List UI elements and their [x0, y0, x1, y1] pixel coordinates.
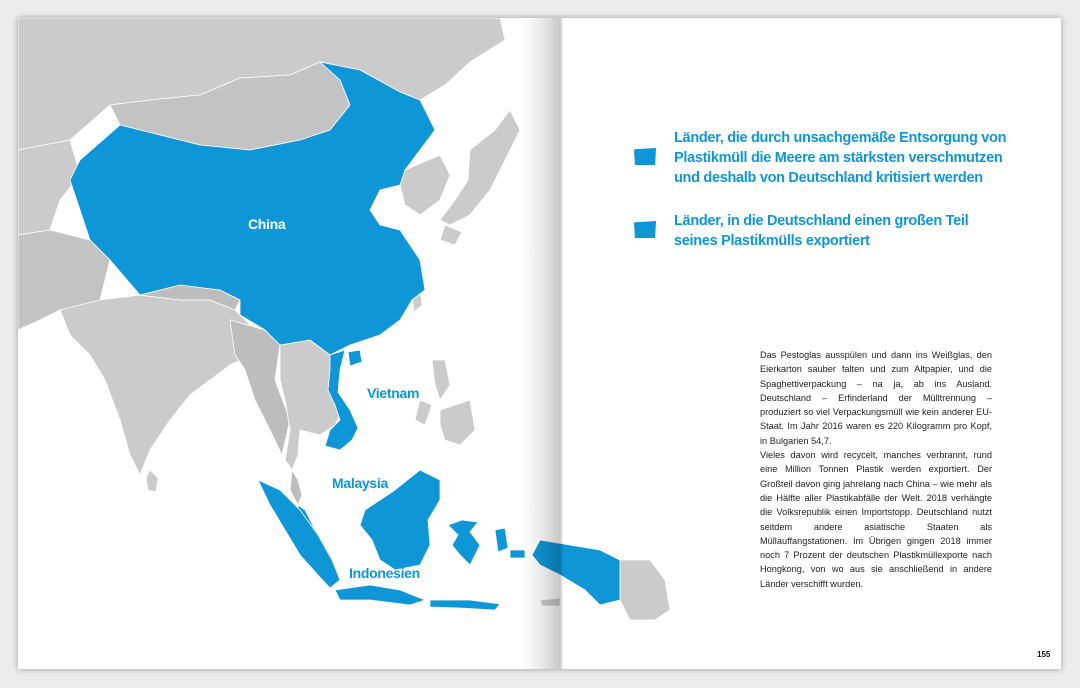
legend-text-polluters: Länder, die durch unsachgemäße Entsorgung von Plastikmüll die Meere am stärksten verschmutzen und deshalb von Deutschland kritisiert werden	[674, 130, 1007, 186]
philippines-south-land	[440, 400, 475, 445]
hainan-land	[348, 350, 362, 366]
map-label-indonesien: Indonesien	[349, 565, 420, 581]
png-land	[620, 560, 670, 620]
sulawesi-land	[448, 520, 480, 565]
page-number: 155	[1037, 650, 1051, 659]
legend-swatch-polluters	[634, 148, 656, 165]
book-spread	[18, 18, 1061, 669]
philippines-land	[432, 360, 450, 400]
central-asia-land	[18, 140, 80, 235]
sunda-land	[430, 600, 500, 610]
map-label-china: China	[248, 216, 286, 232]
legend-item-polluters	[634, 128, 1007, 190]
japan-south-land	[440, 225, 462, 245]
body-paragraph-1: Das Pestoglas ausspülen und dann ins Weißglas, den Eierkarton sauber falten und zum Altpapier, und die Spaghettiverpackung – na ja, ab ins Ausland. Deutschland – Erfinderland der Mülltrennung – produziert so viel Verpackungsmüll wie kein anderer EU-Staat. Im Jahr 2016 waren es 220 Kilogramm pro Kopf, in Bulgarien 54,7.	[760, 350, 992, 446]
java-land	[335, 585, 425, 605]
philippines-mid-land	[415, 400, 432, 425]
map-label-malaysia: Malaysia	[332, 475, 388, 491]
srilanka-land	[146, 470, 158, 492]
moluccas-land	[495, 528, 508, 552]
malay-peninsula-north	[290, 470, 302, 505]
body-text	[760, 348, 992, 591]
legend-swatch-export	[634, 221, 656, 238]
japan-land	[440, 110, 520, 225]
page-gutter-shadow	[523, 18, 563, 669]
legend-item-export	[634, 211, 994, 253]
map-label-vietnam: Vietnam	[367, 385, 420, 401]
body-paragraph-2: Vieles davon wird recycelt, manches verbrannt, rund eine Million Tonnen Plastik werden exportiert. Der Großteil davon ging jahrelang nach China – wie mehr als die Hälfte aller Plastikabfälle der Welt. 2018 verhängte die Volksrepublik einen Importstopp. Deutschland nutzt seitdem andere asiatische Staaten als Müllauffangstationen. Im Übrigen gingen 2018 immer noch 7 Prozent der deutschen Plastikmüllexporte nach Hongkong, von wo aus sie anschließend in andere Länder verschifft wurden.	[760, 450, 992, 589]
legend-text-export: Länder, in die Deutschland einen großen Teil seines Plastikmülls exportiert	[674, 213, 969, 249]
